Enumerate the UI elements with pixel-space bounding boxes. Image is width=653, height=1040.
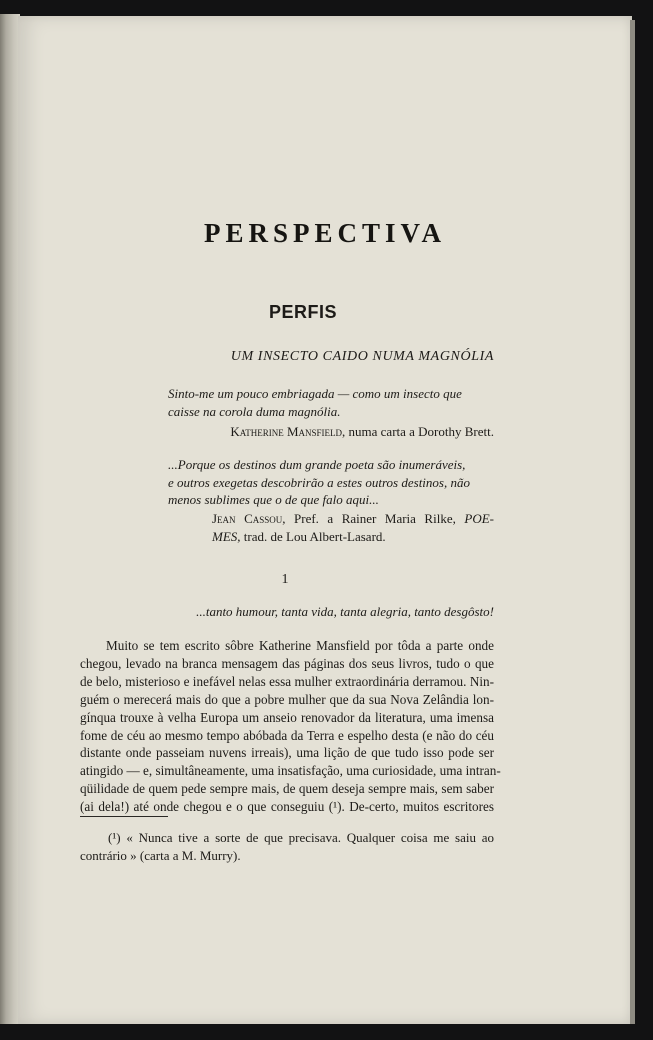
footnote-line: (¹) « Nunca tive a sorte de que precisava. Qualquer coisa me saiu ao — [108, 830, 494, 845]
epigraph-line: Sinto-me um pouco embriagada — como um insecto que — [168, 386, 462, 401]
body-line: de belo, misterioso e inefável nelas essa mulher extraordinária derramou. Nin- — [80, 673, 494, 689]
epigraph-author: Katherine Mansfield — [230, 424, 343, 439]
epigraph-source: trad. de Lou Albert-Lasard. — [240, 528, 386, 544]
page-title: PERSPECTIVA — [203, 218, 447, 248]
body-line: fome de céu ao mesmo tempo abóbada da Terra e espelho desta (e não do céu — [80, 727, 494, 743]
body-line: chegou, levado na branca mensagem das páginas dos seus livros, tudo o que — [80, 655, 494, 671]
body-line: distante onde passeiam nuvens irreais), uma lição de que tudo isso pode ser — [80, 745, 494, 761]
epigraph-source: , numa carta a Dorothy Brett. — [342, 424, 494, 439]
book-title: MES, — [212, 528, 241, 544]
body-line: guém o merecerá mais do que a pobre mulher que da sua Nova Zelândia lon- — [80, 691, 494, 707]
book-title: POE- — [464, 511, 494, 526]
section-epigraph: ...tanto humour, tanta vida, tanta alegria, tanto desgôsto! — [196, 604, 494, 619]
body-line: atingido — e, simultâneamente, uma insatisfação, uma curiosidade, uma intran- — [80, 763, 501, 779]
epigraph-quote — [168, 456, 494, 509]
article-title: UM INSECTO CAIDO NUMA MAGNÓLIA — [230, 349, 494, 364]
book-right-edge — [630, 20, 635, 1024]
body-line: Muito se tem escrito sôbre Katherine Mansfield por tôda a parte onde — [106, 638, 494, 653]
epigraph-line: e outros exegetas descobrirão a estes outros destinos, não — [168, 474, 470, 490]
body-paragraph — [80, 637, 501, 816]
epigraph-attribution — [212, 510, 494, 545]
book-left-edge — [0, 14, 20, 1024]
footnote-divider — [80, 816, 168, 817]
section-number: 1 — [281, 572, 289, 587]
epigraph-line: ...Porque os destinos dum grande poeta são inumeráveis, — [168, 457, 466, 472]
body-line: gínqua trouxe à velha Europa um anseio renovador da literatura, uma imensa — [80, 709, 494, 725]
body-line: qüilidade de quem pede sempre mais, de quem deseja sempre mais, sem saber — [80, 781, 494, 797]
epigraph-source: , Pref. a Rainer Maria Rilke, — [282, 511, 465, 526]
epigraph-line: caisse na corola duma magnólia. — [168, 403, 341, 419]
body-line: (ai dela!) até onde chegou e o que conseguiu (¹). De-certo, muitos escritores — [80, 799, 494, 815]
epigraph-author: Jean Cassou — [212, 511, 283, 526]
epigraph-attribution — [168, 423, 494, 441]
section-title: PERFIS — [268, 302, 337, 322]
epigraph-line: menos sublimes que o de que falo aqui... — [168, 492, 379, 507]
footnote — [80, 829, 494, 865]
footnote-line: contrário » (carta a M. Murry). — [80, 848, 241, 863]
epigraph-quote — [168, 385, 494, 420]
